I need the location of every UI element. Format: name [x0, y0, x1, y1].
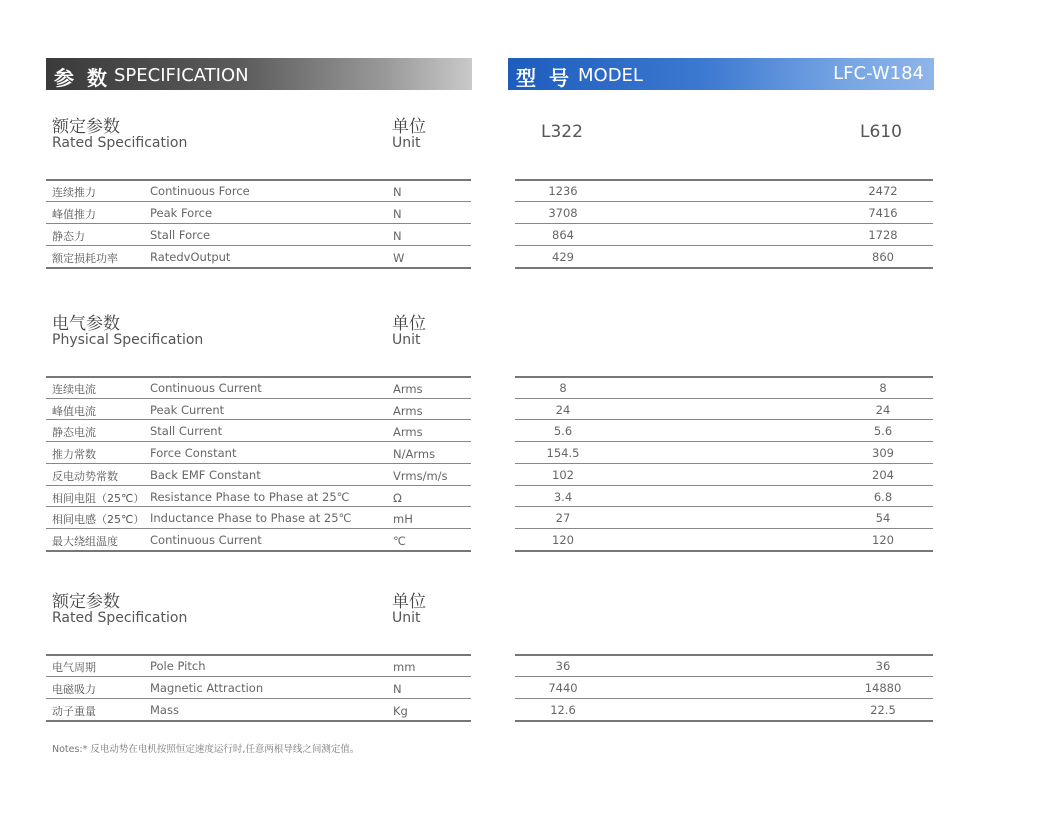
- row-value-l322: 8: [559, 381, 567, 395]
- row-label-cn: 动子重量: [52, 705, 96, 718]
- row-unit: Ω: [393, 490, 402, 505]
- row-value-l322: 36: [555, 659, 571, 673]
- section-title-cn: 额定参数: [52, 592, 120, 612]
- row-rule-right: [515, 419, 933, 420]
- row-rule-left: [46, 201, 471, 202]
- row-value-l610: 120: [872, 532, 894, 547]
- row-value-l610: 8: [879, 381, 887, 395]
- row-label-cn: 电磁吸力: [52, 683, 96, 696]
- row-rule-right: [515, 698, 933, 699]
- row-label-en: Peak Current: [150, 402, 225, 417]
- section-title-en: Rated Specification: [52, 135, 188, 151]
- section-title-en: Rated Specification: [52, 610, 188, 626]
- row-value-l322: 3.4: [553, 489, 573, 504]
- row-unit: W: [393, 251, 405, 265]
- row-rule-left: [46, 485, 471, 486]
- unit-header-cn: 单位: [392, 314, 426, 334]
- row-value-l610: 36: [875, 659, 891, 673]
- row-value-l610: 24: [875, 402, 891, 417]
- row-rule-right: [515, 245, 933, 246]
- row-label-cn: 反电动势常数: [52, 469, 118, 483]
- row-label-en: Peak Force: [150, 206, 213, 220]
- row-rule-right: [515, 550, 933, 552]
- row-rule-left: [46, 528, 471, 529]
- row-rule-left: [46, 419, 471, 420]
- row-value-l610: 2472: [868, 184, 898, 198]
- row-label-cn: 推力常数: [52, 448, 96, 462]
- row-label-en: Resistance Phase to Phase at 25℃: [150, 489, 350, 504]
- row-unit: N: [393, 207, 402, 221]
- row-rule-left: [46, 463, 471, 464]
- row-value-l610: 5.6: [873, 424, 893, 439]
- row-value-l322: 3708: [548, 206, 578, 220]
- row-rule-left: [46, 720, 471, 722]
- row-unit: Vrms/m/s: [393, 468, 448, 483]
- section-title-en: Physical Specification: [52, 332, 204, 348]
- row-label-en: Stall Force: [150, 228, 211, 242]
- row-unit: Kg: [393, 704, 408, 718]
- row-label-cn: 最大绕组温度: [52, 534, 118, 548]
- row-value-l610: 309: [872, 446, 894, 461]
- row-rule-right: [515, 506, 933, 507]
- row-value-l610: 1728: [868, 228, 898, 242]
- row-label-en: RatedvOutput: [150, 250, 231, 264]
- row-label-en: Force Constant: [150, 446, 237, 461]
- unit-header-cn: 单位: [392, 117, 426, 137]
- model-l322-title: L322: [541, 122, 583, 142]
- row-value-l610: 54: [875, 511, 891, 526]
- row-rule-left: [46, 245, 471, 246]
- row-label-cn: 峰值推力: [52, 208, 96, 221]
- row-value-l322: 27: [555, 511, 571, 526]
- row-label-en: Continuous Force: [150, 184, 250, 198]
- table-top-rule-right: [515, 654, 933, 656]
- row-unit: N/Arms: [393, 447, 436, 462]
- row-rule-right: [515, 267, 933, 269]
- row-value-l610: 14880: [864, 681, 902, 695]
- row-rule-right: [515, 720, 933, 722]
- spec-header-en: SPECIFICATION: [114, 65, 249, 86]
- row-label-cn: 额定损耗功率: [52, 252, 118, 265]
- row-rule-left: [46, 267, 471, 269]
- row-label-en: Stall Current: [150, 424, 223, 439]
- row-unit: ℃: [393, 533, 406, 548]
- section-title-cn: 额定参数: [52, 117, 120, 137]
- row-unit: Arms: [393, 425, 423, 440]
- row-unit: N: [393, 229, 402, 243]
- row-value-l322: 154.5: [546, 446, 580, 461]
- row-label-en: Magnetic Attraction: [150, 681, 264, 695]
- row-label-cn: 电气周期: [52, 661, 96, 674]
- row-label-en: Pole Pitch: [150, 659, 206, 673]
- row-rule-left: [46, 398, 471, 399]
- row-rule-left: [46, 506, 471, 507]
- row-unit: N: [393, 185, 402, 199]
- row-rule-right: [515, 223, 933, 224]
- spec-header-cn: 参 数: [54, 66, 110, 90]
- row-value-l322: 102: [552, 467, 574, 482]
- unit-header-en: Unit: [392, 332, 421, 348]
- row-label-cn: 静态电流: [52, 426, 96, 440]
- row-unit: mH: [393, 512, 413, 527]
- row-label-en: Continuous Current: [150, 381, 262, 395]
- unit-header-en: Unit: [392, 135, 421, 151]
- model-header-bar: [508, 58, 934, 90]
- row-value-l610: 204: [872, 467, 894, 482]
- table-top-rule-right: [515, 376, 933, 378]
- row-value-l610: 6.8: [873, 489, 893, 504]
- table-top-rule-left: [46, 376, 471, 378]
- row-value-l610: 860: [872, 250, 894, 264]
- model-header-cn: 型 号: [516, 66, 572, 90]
- row-label-cn: 连续电流: [52, 383, 96, 396]
- row-value-l322: 24: [555, 402, 571, 417]
- row-rule-left: [46, 223, 471, 224]
- spec-header-bar: [46, 58, 472, 90]
- row-unit: Arms: [393, 403, 423, 418]
- row-label-cn: 相间电感（25℃）: [52, 513, 145, 527]
- row-label-en: Inductance Phase to Phase at 25℃: [150, 511, 352, 526]
- row-rule-right: [515, 676, 933, 677]
- row-rule-right: [515, 441, 933, 442]
- model-l610-title: L610: [860, 122, 902, 142]
- row-label-cn: 峰值电流: [52, 404, 96, 418]
- row-value-l610: 22.5: [870, 703, 896, 717]
- unit-header-cn: 单位: [392, 592, 426, 612]
- row-value-l322: 864: [552, 228, 574, 242]
- row-rule-left: [46, 676, 471, 677]
- row-unit: Arms: [393, 382, 423, 396]
- row-rule-right: [515, 201, 933, 202]
- model-header-en: MODEL: [578, 65, 643, 86]
- row-label-cn: 连续推力: [52, 186, 96, 199]
- row-rule-right: [515, 463, 933, 464]
- row-value-l322: 120: [552, 532, 574, 547]
- row-unit: N: [393, 682, 402, 696]
- row-unit: mm: [393, 660, 416, 674]
- row-rule-left: [46, 550, 471, 552]
- row-value-l322: 1236: [548, 184, 578, 198]
- row-label-cn: 静态力: [52, 230, 85, 243]
- row-value-l322: 5.6: [553, 424, 573, 439]
- table-top-rule-left: [46, 179, 471, 181]
- row-rule-left: [46, 698, 471, 699]
- row-rule-right: [515, 485, 933, 486]
- model-code: LFC-W184: [833, 63, 924, 84]
- row-label-en: Back EMF Constant: [150, 467, 261, 482]
- row-value-l322: 7440: [548, 681, 578, 695]
- row-rule-right: [515, 398, 933, 399]
- table-top-rule-left: [46, 654, 471, 656]
- table-top-rule-right: [515, 179, 933, 181]
- row-value-l610: 7416: [868, 206, 898, 220]
- row-label-en: Continuous Current: [150, 532, 262, 547]
- row-label-cn: 相间电阻（25℃）: [52, 491, 145, 505]
- row-value-l322: 12.6: [550, 703, 576, 717]
- row-rule-left: [46, 441, 471, 442]
- unit-header-en: Unit: [392, 610, 421, 626]
- row-label-en: Mass: [150, 703, 179, 717]
- row-rule-right: [515, 528, 933, 529]
- row-value-l322: 429: [552, 250, 574, 264]
- section-title-cn: 电气参数: [52, 314, 120, 334]
- footnote: Notes:* 反电动势在电机按照恒定速度运行时,任意两根导线之间测定值。: [52, 744, 360, 755]
